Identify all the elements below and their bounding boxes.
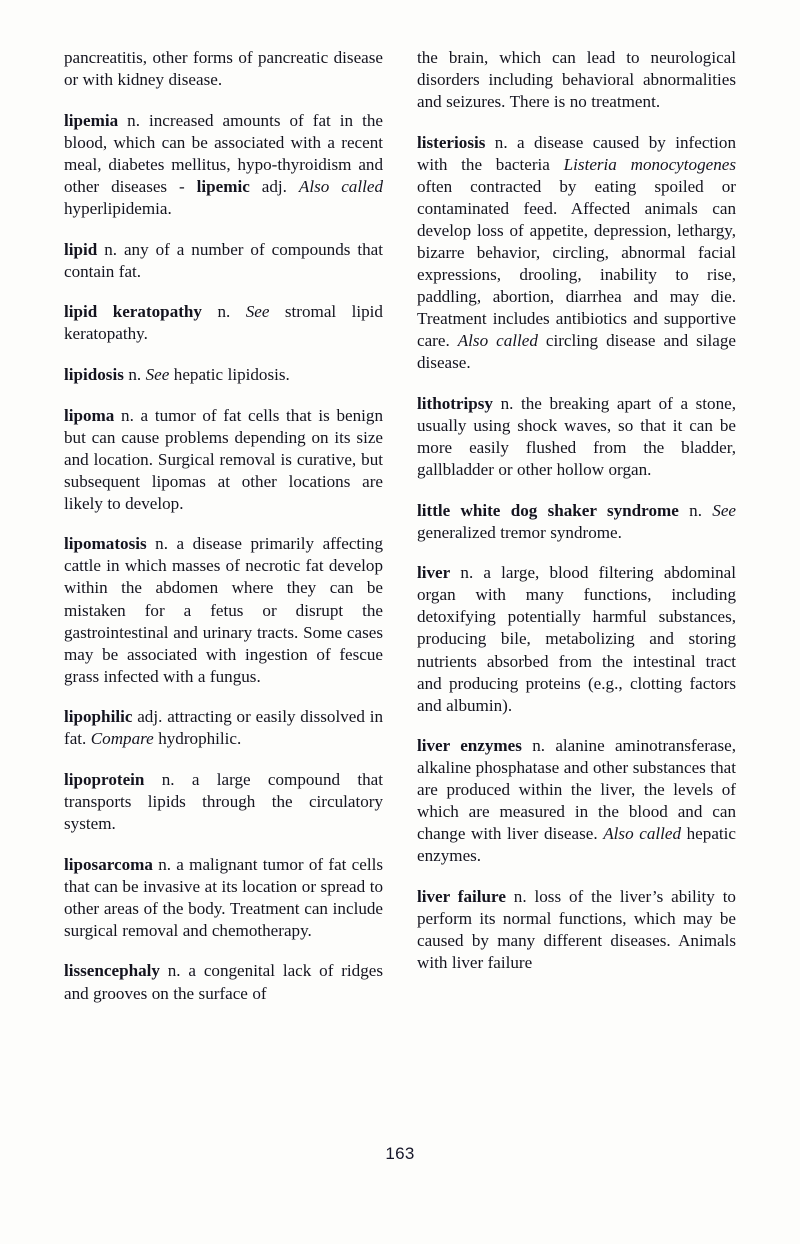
headword: lithotripsy [417,393,493,413]
entry-lipidosis [64,364,383,386]
entry-liver [417,562,736,716]
definition-text: n. [201,302,246,322]
entry-lipemia [64,110,383,220]
cross-reference-marker: Compare [90,729,154,749]
entry-liposarcoma [64,854,383,942]
continuation-paragraph [64,47,383,91]
definition-text: n. loss of the liver’s ability to perform its normal functions, which may be caused by many different diseases. Animals with liver failure [417,887,736,973]
headword: liver enzymes [417,736,522,756]
headword: lipemia [64,110,119,130]
headword: lissencephaly [64,961,160,981]
headword: little white dog shaker syndrome [417,500,679,520]
entry-lipid-keratopathy [64,301,383,345]
headword: lipophilic [64,707,133,727]
right-column [417,47,736,1132]
headword: liver [417,563,451,583]
cross-reference-marker: See [245,302,270,322]
entry-lipophilic [64,706,383,750]
continuation-paragraph [417,47,736,113]
entry-liver-failure [417,886,736,974]
entry-liver-enzymes [417,735,736,867]
headword: lipoprotein [64,769,145,789]
entry-listeriosis [417,132,736,375]
headword: lipoma [64,405,115,425]
definition-text: adj. attracting or easily dissolved in fat. [64,707,383,749]
entry-lipoprotein [64,769,383,835]
cross-reference-target: circling disease and silage disease. [417,331,736,373]
continuation-text: the brain, which can lead to neurological disorders including behavioral abnormalities and seizures. There is no treatment. [417,48,736,112]
continuation-text: pancreatitis, other forms of pancreatic disease or with kidney disease. [64,48,383,90]
headword: lipid [64,239,98,259]
definition-text: n. [678,500,713,520]
species-name: Listeria monocytogenes [563,154,736,174]
entry-lithotripsy [417,393,736,481]
entry-little-white-dog-shaker-syndrome [417,500,736,544]
definition-text: n. a tumor of fat cells that is benign but can cause problems depending on its size and location. Surgical removal is curative, but subsequent lipomas at other locations are likely to develop. [64,405,383,513]
definition-text: n. alanine aminotransferase, alkaline phosphatase and other substances that are produced within the liver, the levels of which are measured in the blood and can change with liver disease. [417,736,736,844]
definition-text: n. a disease caused by infection with the bacteria [417,132,736,174]
definition-text: n. a disease primarily affecting cattle in which masses of necrotic fat develop within the abdomen where they can be mistaken for a fetus or disrupt the gastrointestinal and urinary tracts. Some cases may be associated with ingestion of fescue grass infected with a fungus. [64,534,383,686]
cross-reference-target: stromal lipid keratopathy. [64,302,383,344]
definition-text: n. a congenital lack of ridges and grooves on the surface of [64,961,383,1003]
cross-reference-marker: See [712,500,736,520]
definition-text: n. any of a number of compounds that contain fat. [64,239,383,281]
cross-reference-marker: Also called [603,824,682,844]
entry-lipoma [64,405,383,515]
headword: lipidosis [64,364,124,384]
definition-text: n. a malignant tumor of fat cells that can be invasive at its location or spread to other areas of the body. Treatment can include surgical removal and chemotherapy. [64,854,383,940]
headword: lipid keratopathy [64,302,202,322]
cross-reference-marker: Also called [298,176,383,196]
definition-text: n. a large compound that transports lipids through the circulatory system. [64,769,383,834]
headword-variant: lipemic [196,176,250,196]
headword: lipomatosis [64,534,147,554]
entry-lipomatosis [64,533,383,687]
definition-text: often contracted by eating spoiled or contaminated feed. Affected animals can develop loss of appetite, depression, lethargy, bizarre behavior, circling, abnormal facial expressions, drooling, inability to rise, paddling, abortion, diarrhea and may die. Treatment includes antibiotics and supportive care. [417,176,736,351]
definition-text: adj. [249,176,299,196]
cross-reference-target: generalized tremor syndrome. [417,522,622,542]
headword: liposarcoma [64,854,153,874]
definition-text: n. [123,364,146,384]
headword: liver failure [417,887,506,907]
cross-reference-target: hepatic lipidosis. [169,364,290,384]
left-column [64,47,383,1132]
definition-text: n. increased amounts of fat in the blood, which can be associated with a recent meal, diabetes mellitus, hypo-thyroidism and other diseases - [64,110,383,196]
cross-reference-marker: Also called [457,331,538,351]
cross-reference-target: hyperlipidemia. [64,198,172,218]
headword: listeriosis [417,132,486,152]
cross-reference-marker: See [145,364,170,384]
page-number: 163 [385,1144,415,1163]
definition-text: n. a large, blood filtering abdominal organ with many functions, including detoxifying potentially harmful substances, producing bile, metabolizing and storing nutrients absorbed from the intestinal tract and producing proteins (e.g., clotting factors and albumin). [417,563,736,715]
definition-text: n. the breaking apart of a stone, usually using shock waves, so that it can be more easily flushed from the bladder, gallbladder or other hollow organ. [417,393,736,479]
entry-lipid [64,239,383,283]
two-column-body [64,47,736,1132]
cross-reference-target: hepatic enzymes. [417,824,736,866]
cross-reference-target: hydrophilic. [153,729,242,749]
entry-lissencephaly [64,960,383,1004]
